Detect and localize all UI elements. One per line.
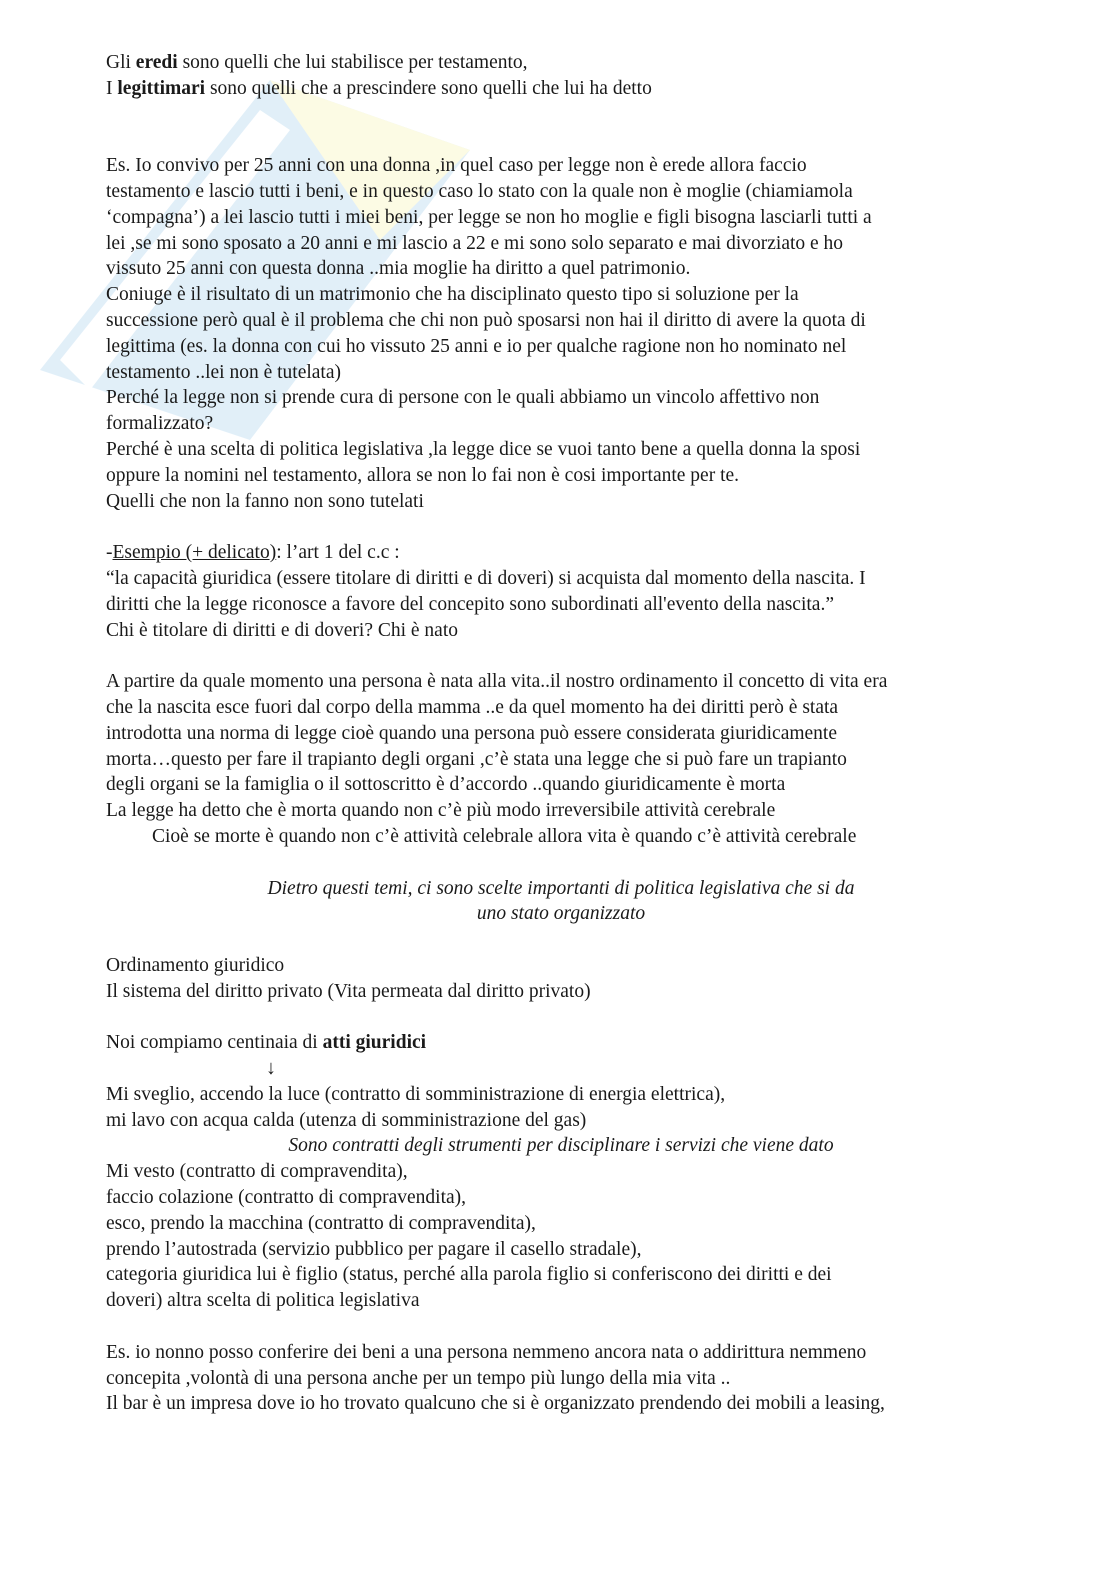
paragraph-line: successione però qual è il problema che chi non può sposarsi non hai il diritto di avere la quota di (106, 309, 866, 331)
paragraph-line: “la capacità giuridica (essere titolare di diritti e di doveri) si acquista dal momento della nascita. I (106, 567, 866, 589)
italic-note: Dietro questi temi, ci sono scelte importanti di politica legislativa che si da (267, 877, 855, 899)
paragraph-line: Perché è una scelta di politica legislativa ,la legge dice se vuoi tanto bene a quella donna la sposi (106, 438, 861, 460)
paragraph-line: Il sistema del diritto privato (Vita permeata dal diritto privato) (106, 980, 591, 1002)
paragraph-line: Mi sveglio, accendo la luce (contratto di somministrazione di energia elettrica), (106, 1083, 726, 1105)
paragraph-line: lei ,se mi sono sposato a 20 anni e mi lascio a 22 e mi sono solo separato e mai divorziato e ho (106, 232, 844, 254)
paragraph-line: formalizzato? (106, 413, 214, 435)
line-legittimari: I legittimari sono quelli che a prescindere sono quelli che lui ha detto (106, 77, 652, 99)
paragraph-line: faccio colazione (contratto di compravendita), (106, 1187, 467, 1209)
paragraph-line: vissuto 25 anni con questa donna ..mia moglie ha diritto a quel patrimonio. (106, 258, 691, 280)
paragraph-line: Mi vesto (contratto di compravendita), (106, 1161, 408, 1183)
paragraph-line: morta…questo per fare il trapianto degli organi ,c’è stata una legge che si può fare un trapianto (106, 748, 847, 770)
paragraph-line: Quelli che non la fanno non sono tutelati (106, 490, 424, 512)
down-arrow-icon: ↓ (266, 1057, 276, 1080)
line-eredi: Gli eredi sono quelli che lui stabilisce per testamento, (106, 52, 528, 73)
paragraph-line: Es. Io convivo per 25 anni con una donna ,in quel caso per legge non è erede allora faccio (106, 155, 807, 177)
indented-line: Cioè se morte è quando non c’è attività celebrale allora vita è quando c’è attività cerebrale (152, 825, 857, 847)
paragraph-line: concepita ,volontà di una persona anche per un tempo più lungo della mia vita .. (106, 1367, 731, 1389)
paragraph-line: diritti che la legge riconosce a favore del concepito sono subordinati all'evento della nascita.” (106, 593, 834, 615)
italic-note: Sono contratti degli strumenti per disciplinare i servizi che viene dato (288, 1135, 834, 1157)
paragraph-line: esco, prendo la macchina (contratto di compravendita), (106, 1212, 536, 1234)
paragraph-line: ‘compagna’) a lei lascio tutti i miei beni, per legge se non ho moglie e figli bisogna lasciarli tutti a (106, 206, 872, 228)
paragraph-line: A partire da quale momento una persona è nata alla vita..il nostro ordinamento il concetto di vita era (106, 671, 888, 693)
paragraph-line: testamento ..lei non è tutelata) (106, 361, 341, 383)
atti-giuridici-line: Noi compiamo centinaia di atti giuridici (106, 1032, 427, 1054)
paragraph-line: oppure la nomini nel testamento, allora se non lo fai non è cosi importante per te. (106, 464, 740, 486)
example-heading: -Esempio (+ delicato): l’art 1 del c.c : (106, 542, 400, 564)
italic-note: uno stato organizzato (476, 903, 646, 925)
paragraph-line: categoria giuridica lui è figlio (status, perché alla parola figlio si conferiscono dei diritti e dei (106, 1264, 832, 1286)
paragraph-line: testamento e lascio tutti i beni, e in questo caso lo stato con la quale non è moglie (chiamiamola (106, 180, 853, 202)
paragraph-line: prendo l’autostrada (servizio pubblico per pagare il casello stradale), (106, 1238, 642, 1260)
paragraph-line: La legge ha detto che è morta quando non c’è più modo irreversibile attività cerebrale (106, 800, 776, 822)
document-page (106, 50, 1016, 1417)
paragraph-line: legittima (es. la donna con cui ho vissuto 25 anni e io per qualche ragione non ho nominato nel (106, 335, 847, 357)
paragraph-line: che la nascita esce fuori dal corpo della mamma ..e da quel momento ha dei diritti però è stata (106, 696, 839, 718)
paragraph-line: Es. io nonno posso conferire dei beni a una persona nemmeno ancora nata o addirittura nemmeno (106, 1341, 867, 1363)
paragraph-line: mi lavo con acqua calda (utenza di somministrazione del gas) (106, 1109, 587, 1131)
paragraph-line: Coniuge è il risultato di un matrimonio che ha disciplinato questo tipo si soluzione per la (106, 284, 799, 306)
paragraph-line: Perché la legge non si prende cura di persone con le quali abbiamo un vincolo affettivo non (106, 387, 820, 409)
paragraph-line: Chi è titolare di diritti e di doveri? Chi è nato (106, 619, 458, 641)
paragraph-line: Ordinamento giuridico (106, 954, 285, 976)
paragraph-line: degli organi se la famiglia o il sottoscritto è d’accordo ..quando giuridicamente è morta (106, 774, 786, 796)
paragraph-line: doveri) altra scelta di politica legislativa (106, 1290, 420, 1312)
paragraph-line: Il bar è un impresa dove io ho trovato qualcuno che si è organizzato prendendo dei mobili a leasing, (106, 1393, 885, 1415)
paragraph-line: introdotta una norma di legge cioè quando una persona può essere considerata giuridicamente (106, 722, 837, 744)
